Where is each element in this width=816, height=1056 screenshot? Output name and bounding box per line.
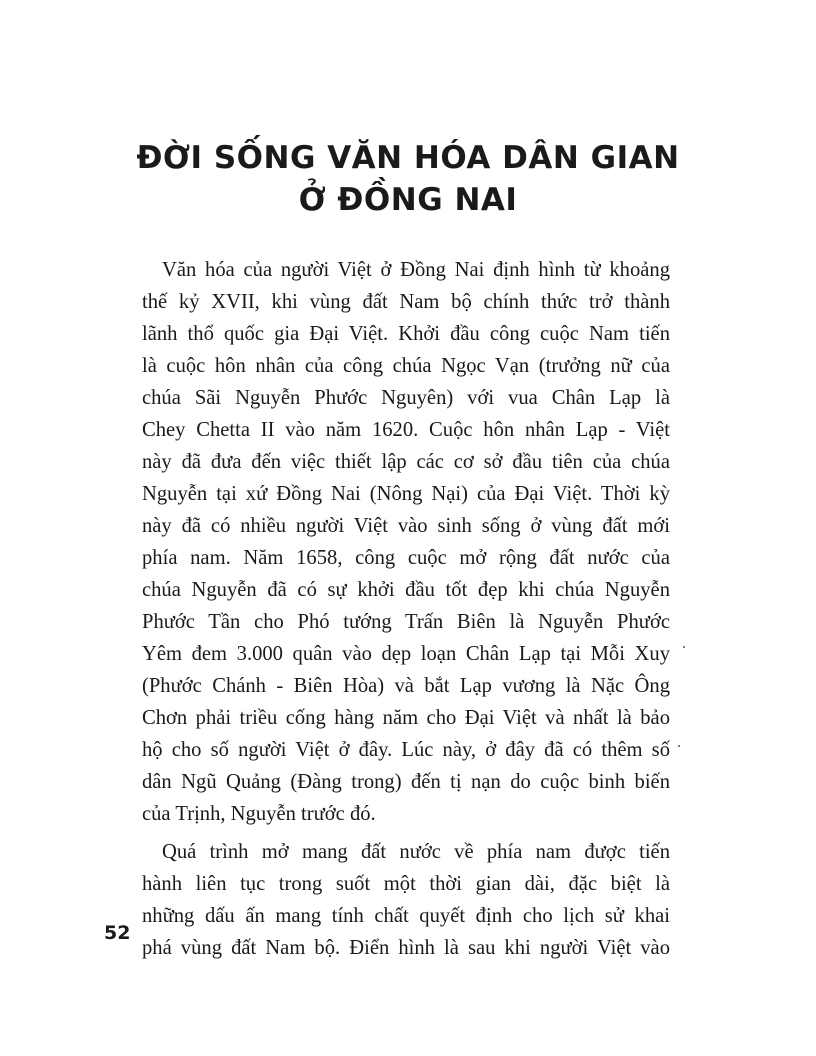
scan-speck <box>683 646 685 648</box>
paragraph-line: dân Ngũ Quảng (Đàng trong) đến tị nạn do cuộc binh biến <box>142 771 670 793</box>
scan-speck <box>678 745 680 747</box>
paragraph-line: lãnh thổ quốc gia Đại Việt. Khởi đầu công cuộc Nam tiến <box>142 323 670 345</box>
chapter-title-line-1: ĐỜI SỐNG VĂN HÓA DÂN GIAN <box>136 140 680 176</box>
paragraph-line: là cuộc hôn nhân của công chúa Ngọc Vạn (trưởng nữ của <box>142 355 670 377</box>
paragraph-line: (Phước Chánh - Biên Hòa) và bắt Lạp vương là Nặc Ông <box>142 675 670 697</box>
chapter-title-line-2: Ở ĐỒNG NAI <box>298 182 518 218</box>
paragraph-line: này đã có nhiều người Việt vào sinh sống ở vùng đất mới <box>142 515 670 537</box>
paragraph-line: phá vùng đất Nam bộ. Điển hình là sau khi người Việt vào <box>142 937 670 959</box>
paragraph-line: Nguyễn tại xứ Đồng Nai (Nông Nại) của Đại Việt. Thời kỳ <box>142 483 670 505</box>
paragraph-line: hành liên tục trong suốt một thời gian dài, đặc biệt là <box>142 873 670 895</box>
paragraph-line: của Trịnh, Nguyễn trước đó. <box>142 803 376 825</box>
paragraph-line: những dấu ấn mang tính chất quyết định cho lịch sử khai <box>142 905 670 927</box>
paragraph-line: Yêm đem 3.000 quân vào dẹp loạn Chân Lạp tại Mỗi Xuy <box>142 643 670 665</box>
paragraph-line: Chey Chetta II vào năm 1620. Cuộc hôn nhân Lạp - Việt <box>142 419 670 441</box>
paragraph-line: hộ cho số người Việt ở đây. Lúc này, ở đây đã có thêm số <box>142 739 670 761</box>
paragraph-line: Văn hóa của người Việt ở Đồng Nai định hình từ khoảng <box>162 259 670 281</box>
paragraph-line: Chơn phải triều cống hàng năm cho Đại Việt và nhất là bảo <box>142 707 670 729</box>
paragraph-line: phía nam. Năm 1658, công cuộc mở rộng đất nước của <box>142 547 670 569</box>
paragraph-line: Phước Tần cho Phó tướng Trấn Biên là Nguyễn Phước <box>142 611 670 633</box>
paragraph-line: này đã đưa đến việc thiết lập các cơ sở đầu tiên của chúa <box>142 451 670 473</box>
paragraph-line: chúa Sãi Nguyễn Phước Nguyên) với vua Chân Lạp là <box>142 387 670 409</box>
paragraph-line: chúa Nguyễn đã có sự khởi đầu tốt đẹp khi chúa Nguyễn <box>142 579 670 601</box>
paragraph-line: Quá trình mở mang đất nước về phía nam được tiến <box>162 841 670 863</box>
paragraph-line: thế kỷ XVII, khi vùng đất Nam bộ chính thức trở thành <box>142 291 670 313</box>
page-number: 52 <box>104 922 131 944</box>
